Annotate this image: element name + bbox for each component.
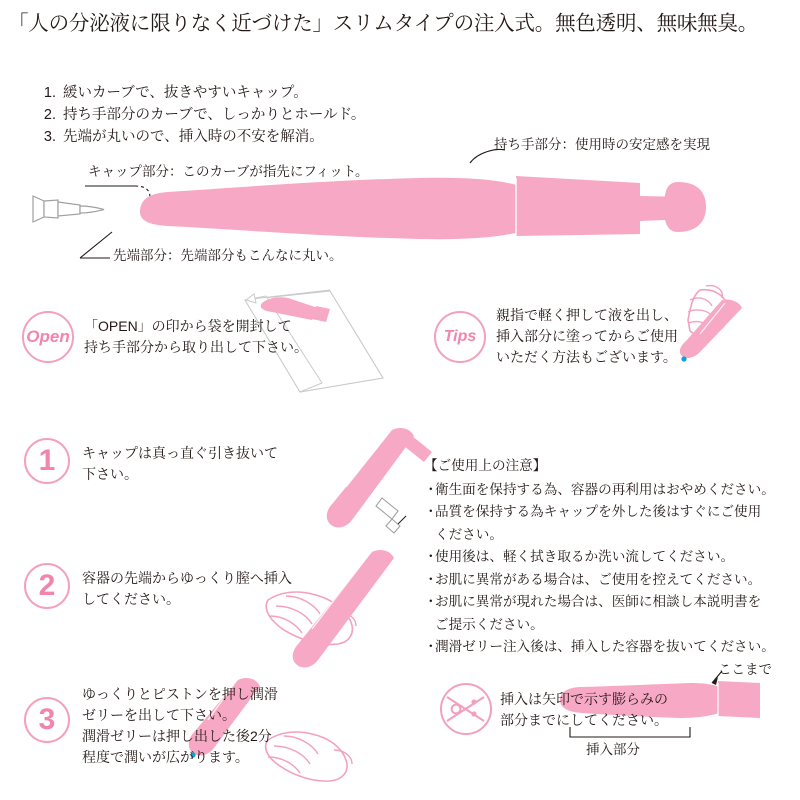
tips-step-line2: 挿入部分に塗ってからご使用	[496, 328, 678, 344]
badge-open-label: Open	[26, 327, 70, 346]
callout-handle-label: 持ち手部分：使用時の安定感を実現	[494, 137, 710, 152]
step-3-text	[82, 684, 278, 768]
step-2-line2: してください。	[82, 591, 180, 607]
warning-step-line1: 挿入は矢印で示す膨らみの	[500, 691, 668, 707]
warning-step-line2: 部分までにしてください。	[500, 712, 668, 728]
badge-step-1	[24, 438, 70, 484]
warning-step-text	[500, 689, 668, 731]
list-item-number: 2.	[43, 107, 56, 123]
tips-step-line1: 親指で軽く押して液を出し、	[496, 307, 678, 323]
notice-bullet: ・	[424, 594, 438, 609]
open-step-text	[84, 316, 308, 358]
notice-bullet: ・	[424, 481, 438, 497]
cap-illustration	[33, 196, 104, 222]
notice-item-line: お肌に異常が現れた場合は、医師に相談し本説明書を	[435, 594, 762, 609]
insert-part-label: 挿入部分	[586, 742, 640, 757]
list-item-label: 先端が丸いので、挿入時の不安を解消。	[63, 129, 324, 145]
page-headline: 「人の分泌液に限りなく近づけた」スリムタイプの注入式。無色透明、無味無臭。	[8, 12, 759, 35]
notice-item	[424, 591, 792, 636]
notice-block	[424, 455, 792, 659]
notice-item-line: お肌に異常がある場合は、ご使用を控えてください。	[435, 571, 762, 587]
badge-caution	[440, 683, 492, 735]
step-2-line1: 容器の先端からゆっくり膣へ挿入	[82, 570, 292, 586]
notice-bullet: ・	[424, 639, 438, 654]
list-item-number: 1.	[43, 85, 56, 101]
step-3-line4: 程度で潤いが広がります。	[82, 749, 249, 765]
list-item-number: 3.	[43, 129, 56, 145]
badge-step-1-label: 1	[38, 444, 56, 477]
notice-bullet: ・	[424, 571, 438, 587]
notice-item-line: 使用後は、軽く拭き取るか洗い流してください。	[435, 549, 735, 564]
notice-item-line: 品質を保持する為キャップを外した後はすぐにご使用	[435, 504, 762, 519]
callout-tip-label: 先端部分：先端部分もこんなに丸い。	[113, 248, 343, 263]
badge-open	[22, 311, 74, 363]
step-1-text	[82, 443, 278, 485]
step-1-line1: キャップは真っ直ぐ引き抜いて	[82, 445, 278, 461]
notice-item	[424, 569, 792, 592]
badge-tips-label: Tips	[443, 328, 477, 345]
callout-cap-label: キャップ部分：このカーブが指先にフィット。	[88, 164, 369, 179]
notice-title: 【ご使用上の注意】	[424, 458, 547, 473]
badge-step-3-label: 3	[38, 703, 56, 736]
tips-step-line3: いただく方法もございます。	[496, 349, 677, 365]
notice-item-line: ご提示ください。	[435, 616, 544, 632]
notice-bullet: ・	[424, 549, 438, 564]
step-3-line1: ゆっくりとピストンを押し潤滑	[82, 686, 278, 702]
badge-tips	[434, 311, 486, 363]
step-3-line2: ゼリーを出して下さい。	[82, 707, 236, 723]
badge-step-3	[24, 697, 70, 743]
notice-bullet: ・	[424, 504, 438, 519]
list-item-label: 持ち手部分のカーブで、しっかりとホールド。	[63, 107, 366, 123]
badge-step-2	[24, 563, 70, 609]
open-step-line2: 持ち手部分から取り出して下さい。	[84, 339, 308, 355]
notice-item	[424, 501, 792, 546]
insert-here-label: ここまで	[718, 662, 772, 677]
notice-item	[424, 546, 792, 569]
open-step-line1: 「OPEN」の印から袋を開封して	[84, 318, 292, 334]
notice-item-line: 潤滑ゼリー注入後は、挿入した容器を抜いてください。	[435, 639, 775, 654]
notice-item	[424, 479, 792, 502]
notice-item-line: ください。	[435, 526, 503, 542]
list-item-label: 緩いカーブで、抜きやすいキャップ。	[63, 85, 308, 101]
step1-illustration	[327, 428, 432, 533]
step-3-line3: 潤滑ゼリーは押し出した後2分	[82, 728, 272, 744]
step-2-text	[82, 568, 292, 610]
applicator-body	[140, 176, 706, 239]
step-1-line2: 下さい。	[82, 466, 138, 482]
hand-tips-illustration	[680, 286, 742, 362]
notice-item	[424, 636, 792, 659]
notice-item-line: 衛生面を保持する為、容器の再利用はおやめください。	[435, 481, 775, 497]
tips-step-text	[496, 305, 678, 368]
badge-step-2-label: 2	[38, 569, 56, 602]
